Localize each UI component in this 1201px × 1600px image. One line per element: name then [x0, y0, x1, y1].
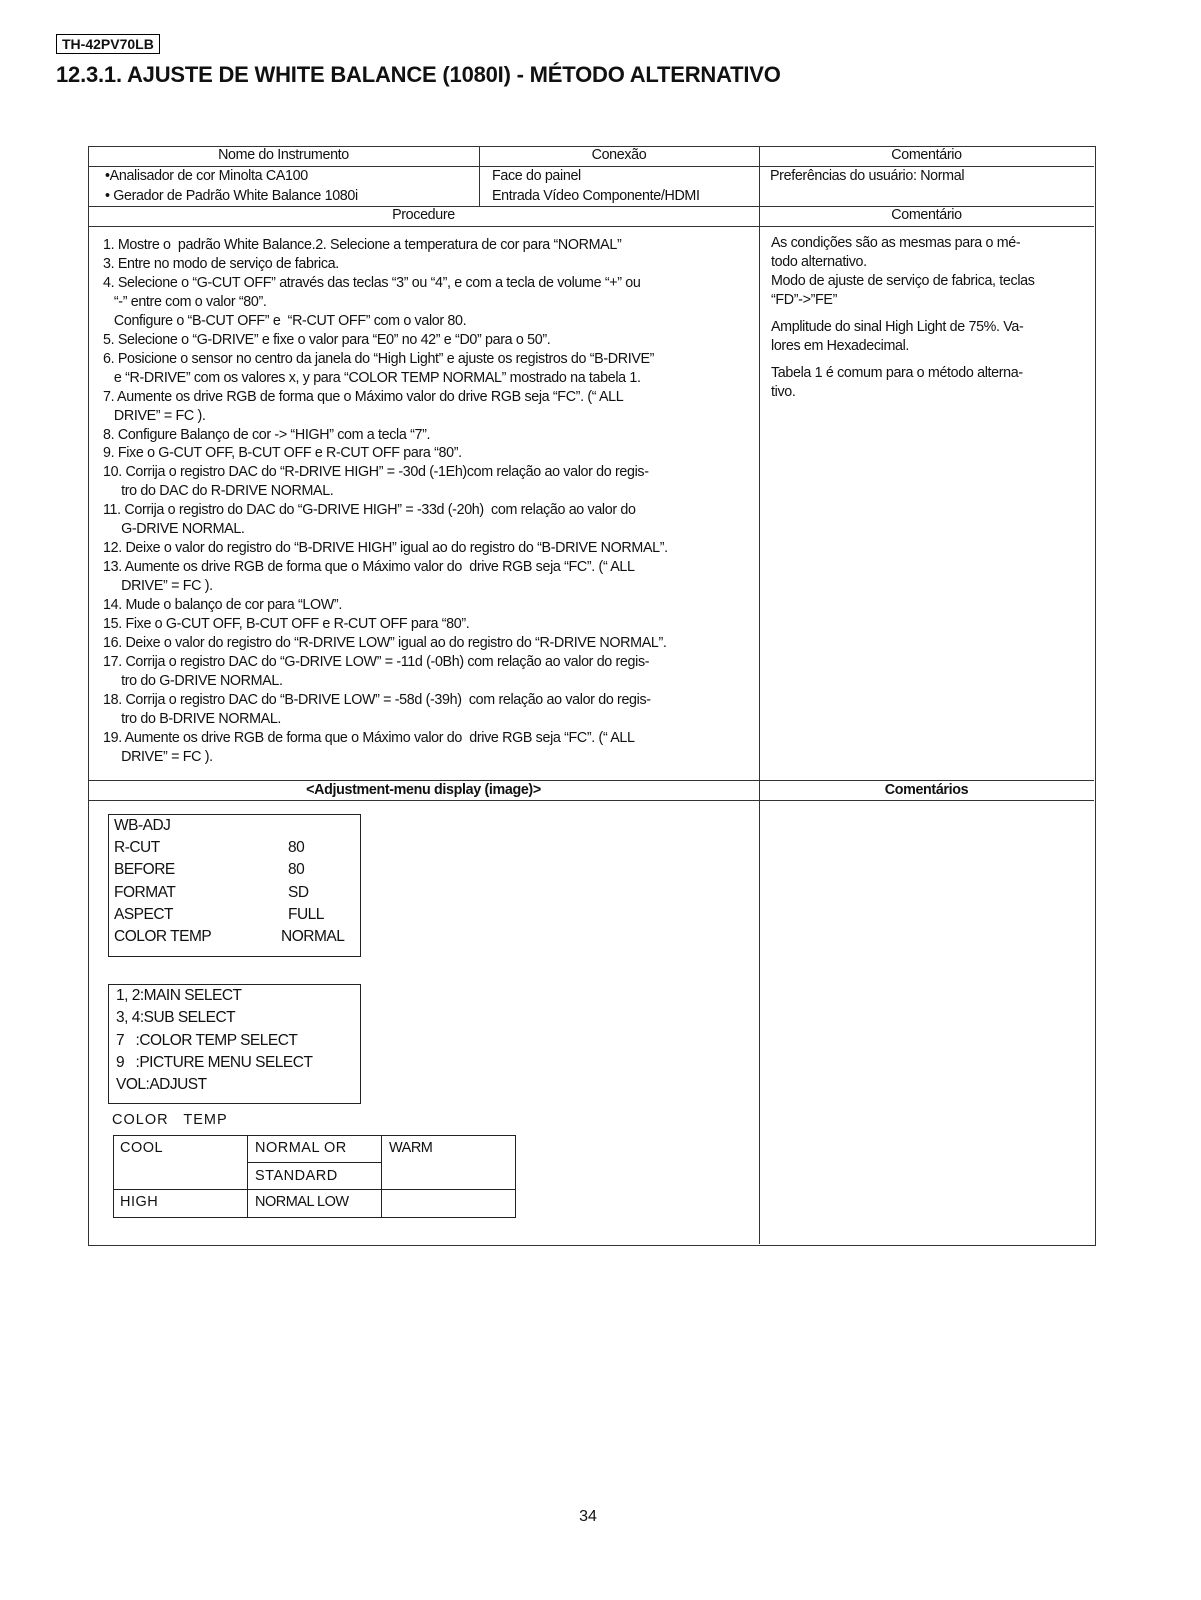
procedure-comment-line: “FD”->”FE”: [771, 292, 837, 308]
header-connection: Conexão: [591, 147, 647, 163]
adjust-comment-header: Comentários: [884, 782, 969, 798]
procedure-comment-header: Comentário: [891, 207, 962, 223]
wb-param-value: FULL: [288, 905, 324, 923]
procedure-line: 3. Entre no modo de serviço de fabrica.: [103, 255, 339, 272]
procedure-comment-line: Amplitude do sinal High Light de 75%. Va-: [771, 319, 1024, 335]
wb-param-label: BEFORE: [114, 861, 175, 879]
adjust-header: <Adjustment-menu display (image)>: [306, 782, 541, 798]
wb-param-label: COLOR TEMP: [114, 928, 212, 946]
procedure-line: DRIVE” = FC ).: [103, 407, 206, 424]
procedure-comment-line: tivo.: [771, 384, 796, 400]
header-comment: Comentário: [891, 147, 962, 163]
ct-normal-low: NORMAL LOW: [255, 1194, 349, 1210]
key-item: 3, 4:SUB SELECT: [116, 1009, 236, 1027]
key-item: VOL:ADJUST: [116, 1076, 207, 1094]
connection-item: Entrada Vídeo Componente/HDMI: [492, 188, 700, 204]
ct-cool: COOL: [120, 1140, 164, 1156]
procedure-line: 5. Selecione o “G-DRIVE” e fixe o valor para “E0” no 42” e “D0” para o 50”.: [103, 331, 551, 348]
procedure-comment-line: As condições são as mesmas para o mé-: [771, 235, 1021, 251]
procedure-line: 14. Mude o balanço de cor para “LOW”.: [103, 597, 342, 614]
procedure-line: tro do G-DRIVE NORMAL.: [103, 672, 283, 689]
procedure-line: 15. Fixe o G-CUT OFF, B-CUT OFF e R-CUT OFF para “80”.: [103, 616, 470, 632]
procedure-comment-line: Tabela 1 é comum para o método alterna-: [771, 365, 1023, 381]
ct-warm: WARM: [389, 1140, 433, 1156]
connection-item: Face do painel: [492, 168, 581, 184]
ct-standard: STANDARD: [255, 1168, 338, 1184]
procedure-line: e “R-DRIVE” com os valores x, y para “COLOR TEMP NORMAL” mostrado na tabela 1.: [103, 369, 641, 386]
procedure-header: Procedure: [392, 207, 455, 223]
ct-normal-or: NORMAL OR: [255, 1140, 347, 1156]
key-item: 9 :PICTURE MENU SELECT: [116, 1053, 313, 1071]
instrument-item: •Analisador de cor Minolta CA100: [105, 168, 308, 184]
procedure-line: G-DRIVE NORMAL.: [103, 521, 245, 538]
page-number: 34: [579, 1508, 597, 1525]
instrument-comment: Preferências do usuário: Normal: [770, 168, 965, 184]
procedure-line: 11. Corrija o registro do DAC do “G-DRIVE HIGH” = -33d (-20h) com relação ao valor do: [103, 502, 636, 519]
procedure-line: DRIVE” = FC ).: [103, 578, 213, 595]
procedure-line: “-” entre com o valor “80”.: [103, 293, 267, 310]
procedure-line: tro do DAC do R-DRIVE NORMAL.: [103, 483, 334, 500]
wb-param-value: SD: [288, 883, 309, 901]
procedure-line: DRIVE” = FC ).: [103, 748, 213, 765]
wb-param-value: 80: [288, 839, 305, 856]
procedure-line: 12. Deixe o valor do registro do “B-DRIVE HIGH” igual ao do registro do “B-DRIVE NORMAL”.: [103, 540, 668, 557]
key-item: 1, 2:MAIN SELECT: [116, 987, 242, 1004]
procedure-line: 8. Configure Balanço de cor -> “HIGH” com a tecla “7”.: [103, 426, 431, 443]
procedure-line: 1. Mostre o padrão White Balance.2. Selecione a temperatura de cor para “NORMAL”: [103, 237, 622, 253]
wb-param-value: 80: [288, 861, 305, 879]
procedure-line: 4. Selecione o “G-CUT OFF” através das teclas “3” ou “4”, e com a tecla de volume “+” ou: [103, 274, 641, 291]
wb-param-value: NORMAL: [281, 928, 345, 946]
procedure-comment-line: todo alternativo.: [771, 254, 867, 270]
procedure-line: 18. Corrija o registro DAC do “B-DRIVE LOW” = -58d (-39h) com relação ao valor do regis-: [103, 691, 651, 708]
procedure-line: 17. Corrija o registro DAC do “G-DRIVE LOW” = -11d (-0Bh) com relação ao valor do regis-: [103, 653, 650, 670]
procedure-line: Configure o “B-CUT OFF” e “R-CUT OFF” com o valor 80.: [103, 312, 467, 329]
procedure-comment-line: lores em Hexadecimal.: [771, 338, 910, 354]
procedure-line: 9. Fixe o G-CUT OFF, B-CUT OFF e R-CUT OFF para “80”.: [103, 445, 462, 462]
procedure-line: 13. Aumente os drive RGB de forma que o Máximo valor do drive RGB seja “FC”. (“ ALL: [103, 559, 635, 576]
ct-high: HIGH: [120, 1194, 159, 1210]
wb-adj-title: WB-ADJ: [114, 817, 171, 834]
model-label: TH-42PV70LB: [56, 34, 160, 54]
wb-param-label: R-CUT: [114, 839, 160, 856]
instrument-item: • Gerador de Padrão White Balance 1080i: [105, 188, 358, 204]
procedure-line: 7. Aumente os drive RGB de forma que o Máximo valor do drive RGB seja “FC”. (“ ALL: [103, 388, 624, 405]
procedure-line: 19. Aumente os drive RGB de forma que o Máximo valor do drive RGB seja “FC”. (“ ALL: [103, 729, 635, 746]
wb-param-label: FORMAT: [114, 883, 176, 901]
procedure-line: 10. Corrija o registro DAC do “R-DRIVE HIGH” = -30d (-1Eh)com relação ao valor do regis-: [103, 464, 649, 481]
color-temp-label: COLOR TEMP: [112, 1112, 228, 1128]
procedure-line: 6. Posicione o sensor no centro da janela do “High Light” e ajuste os registros do “B-DRIVE”: [103, 350, 655, 367]
procedure-comment-line: Modo de ajuste de serviço de fabrica, teclas: [771, 273, 1035, 289]
procedure-line: tro do B-DRIVE NORMAL.: [103, 710, 282, 727]
procedure-line: 16. Deixe o valor do registro do “R-DRIVE LOW” igual ao do registro do “R-DRIVE NORMAL”.: [103, 634, 667, 651]
key-item: 7 :COLOR TEMP SELECT: [116, 1031, 298, 1049]
header-instrument: Nome do Instrumento: [218, 147, 349, 163]
wb-param-label: ASPECT: [114, 905, 174, 923]
section-title: 12.3.1. AJUSTE DE WHITE BALANCE (1080I) - MÉTODO ALTERNATIVO: [56, 62, 781, 87]
